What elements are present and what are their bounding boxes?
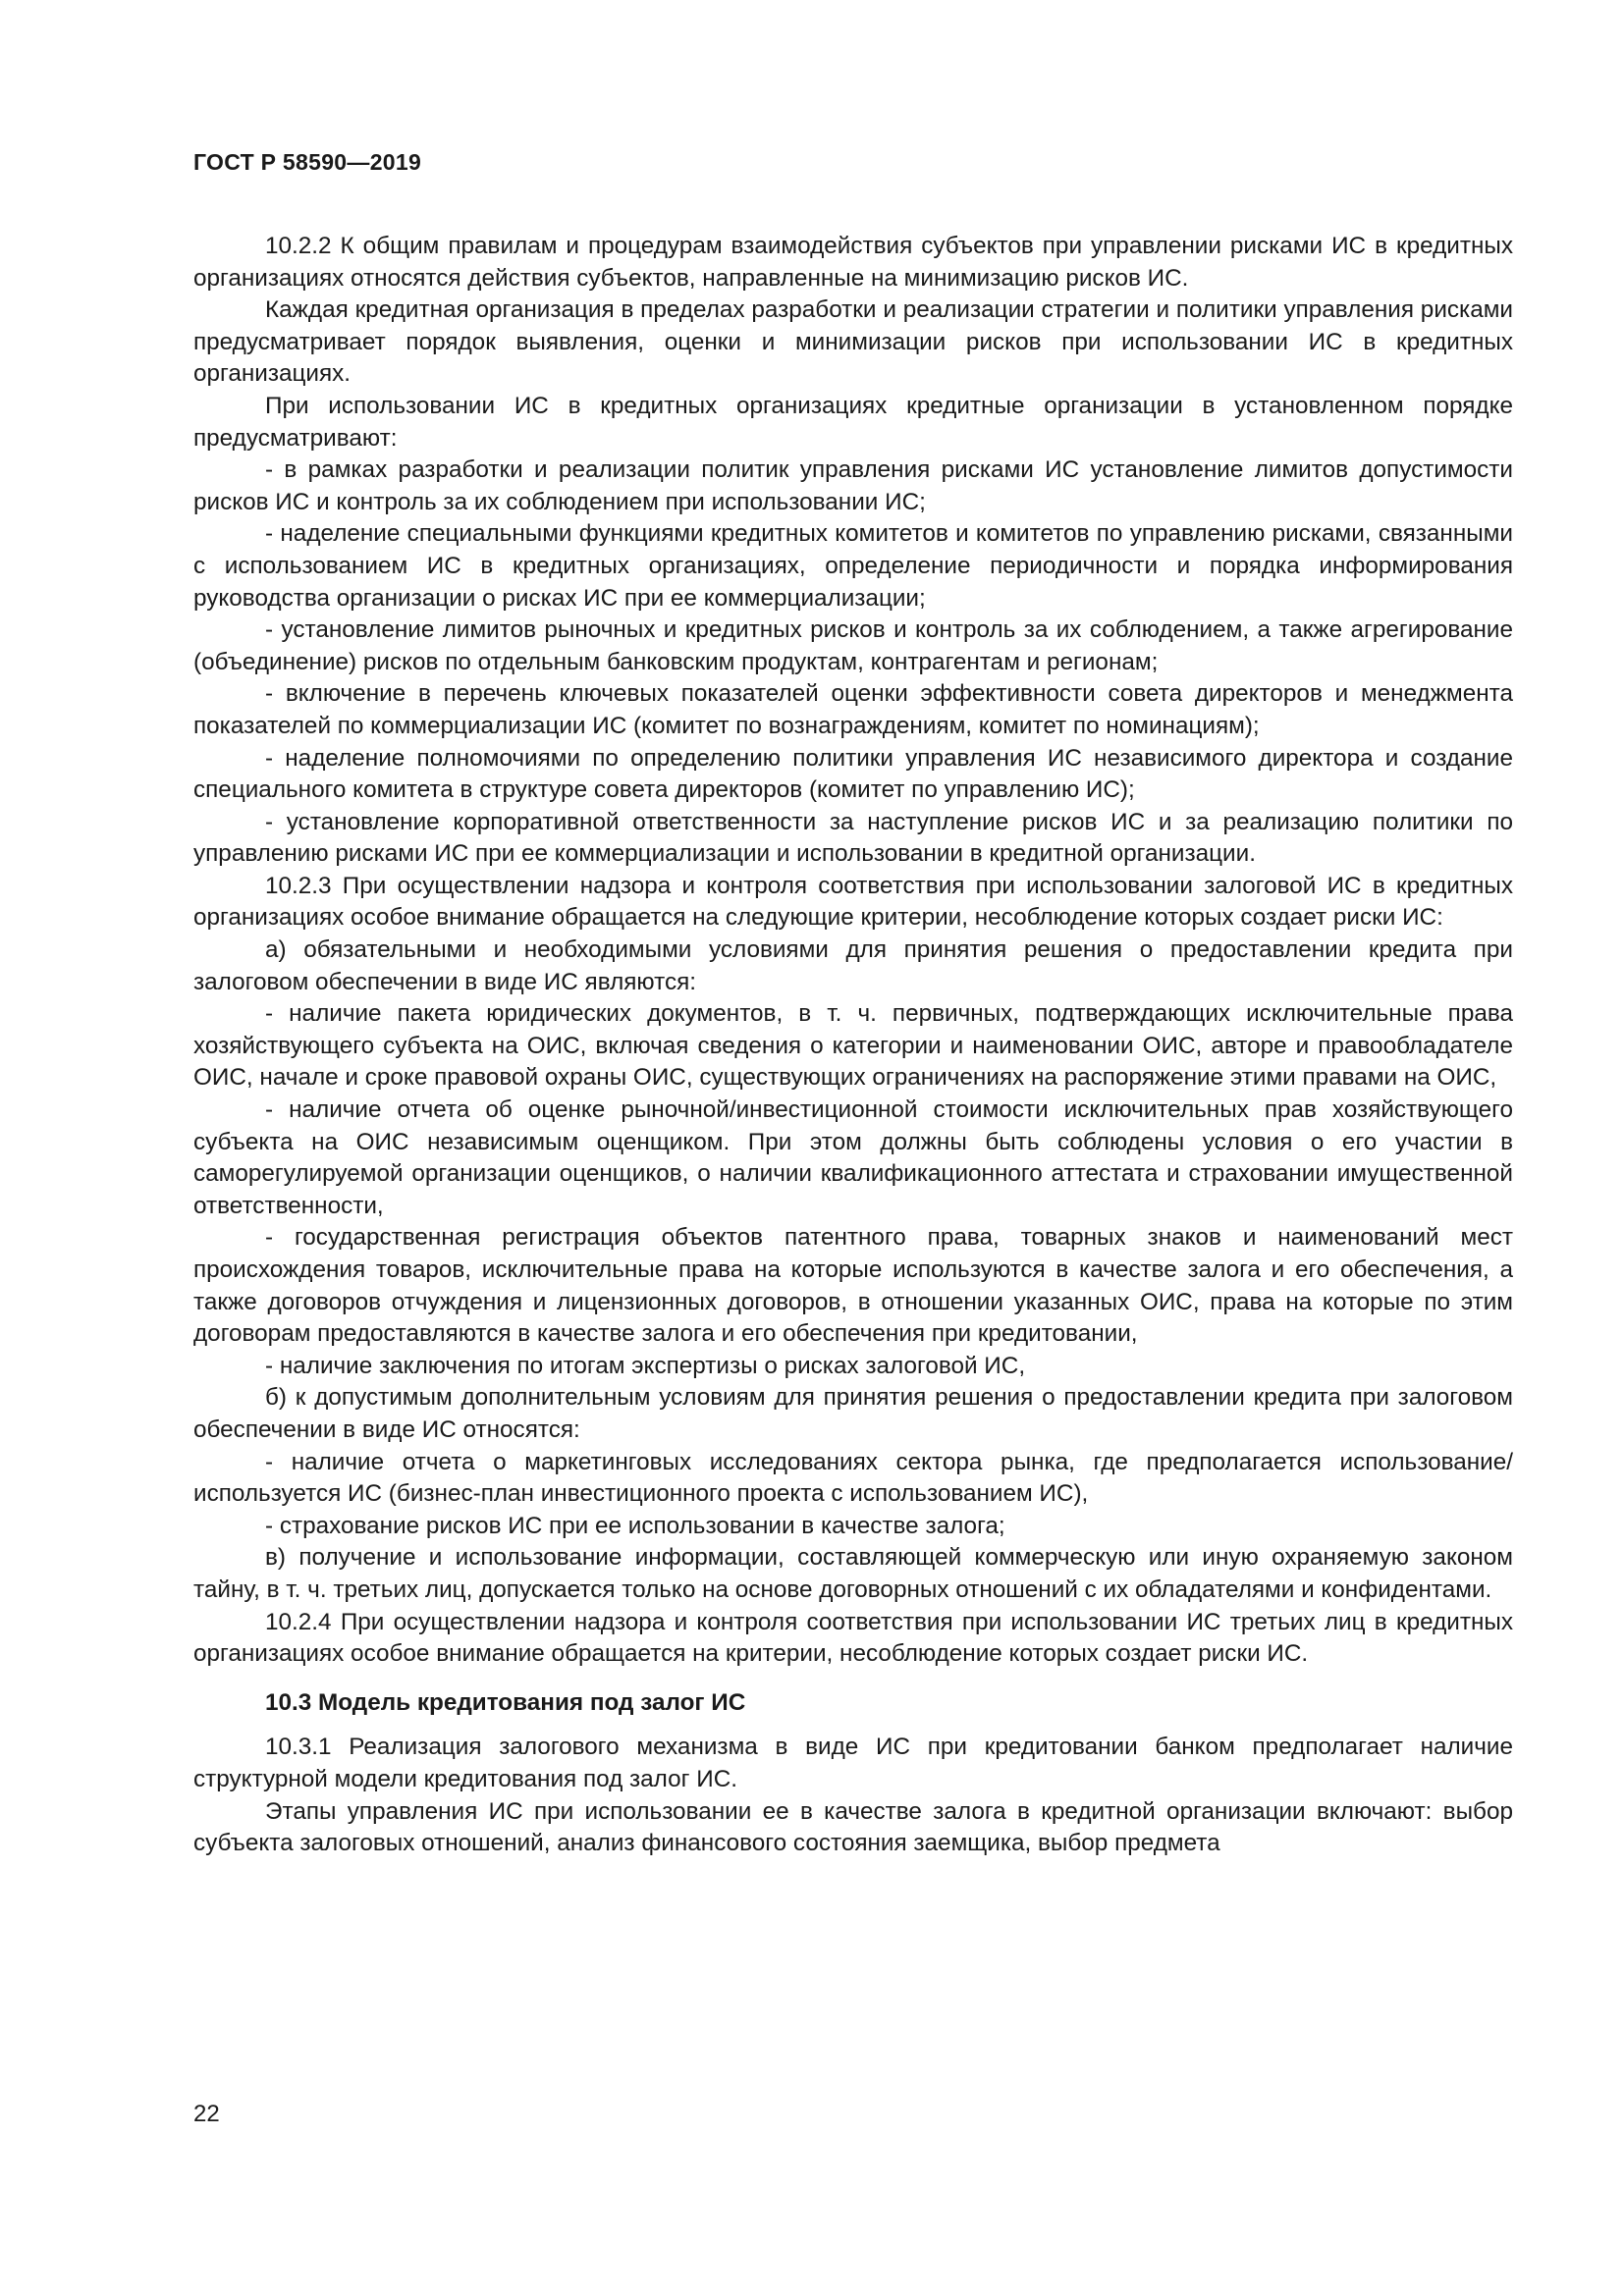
list-item: а) обязательными и необходимыми условиями для принятия решения о предоставлении кредита при залоговом обеспечении в виде ИС являются:: [193, 936, 1513, 995]
list-item: - установление корпоративной ответственности за наступление рисков ИС и за реализацию политики по управлению рисками ИС при ее коммерциализации и использовании в кредитной организации.: [193, 808, 1513, 868]
paragraph: Каждая кредитная организация в пределах разработки и реализации стратегии и политики управления рисками предусматривает порядок выявления, оценки и минимизации рисков при использовании ИС в кредитных организациях.: [193, 296, 1513, 388]
paragraph: Этапы управления ИС при использовании ее в качестве залога в кредитной организации включают: выбор субъекта залоговых отношений, анализ финансового состояния заемщика, выбор предмета: [193, 1797, 1513, 1857]
list-item: - установление лимитов рыночных и кредитных рисков и контроль за их соблюдением, а также агрегирование (объединение) рисков по отдельным банковским продуктам, контрагентам и регионам;: [193, 616, 1513, 675]
list-item: - наличие отчета об оценке рыночной/инвестиционной стоимости исключительных прав хозяйствующего субъекта на ОИС независимым оценщиком. При этом должны быть соблюдены условия о его участии в саморегулируемой организации оценщиков, о наличии квалификационного аттестата и страховании имущественной ответственности,: [193, 1096, 1513, 1219]
standard-code-header: ГОСТ Р 58590—2019: [193, 149, 422, 175]
paragraph: 10.2.4 При осуществлении надзора и контроля соответствия при использовании ИС третьих лиц в кредитных организациях особое внимание обращается на критерии, несоблюдение которых создает риски ИС.: [193, 1608, 1513, 1668]
paragraph: 10.3.1 Реализация залогового механизма в виде ИС при кредитовании банком предполагает наличие структурной модели кредитования под залог ИС.: [193, 1734, 1513, 1792]
list-item: - наличие заключения по итогам экспертизы о рисках залоговой ИС,: [265, 1352, 1026, 1379]
page-number: 22: [193, 2101, 220, 2127]
list-item: - наличие отчета о маркетинговых исследованиях сектора рынка, где предполагается использование/используется ИС (бизнес-план инвестиционного проекта с использованием ИС),: [193, 1448, 1513, 1508]
list-item: - государственная регистрация объектов патентного права, товарных знаков и наименований мест происхождения товаров, исключительные права на которые используются в качестве залога и его обеспечения, а также договоров отчуждения и лицензионных договоров, в отношении указанных ОИС, права на которые по этим договорам предоставляются в качестве залога и его обеспечения при кредитовании,: [193, 1224, 1513, 1348]
list-item: - страхование рисков ИС при ее использовании в качестве залога;: [265, 1512, 1005, 1539]
section-heading: 10.3 Модель кредитования под залог ИС: [265, 1688, 746, 1716]
paragraph: 10.2.3 При осуществлении надзора и контроля соответствия при использовании залоговой ИС в кредитных организациях особое внимание обращается на следующие критерии, несоблюдение которых создает риски ИС:: [193, 872, 1513, 932]
list-item: - наличие пакета юридических документов, в т. ч. первичных, подтверждающих исключительные права хозяйствующего субъекта на ОИС, включая сведения о категории и наименовании ОИС, авторе и правообладателе ОИС, начале и сроке правовой охраны ОИС, существующих ограничениях на распоряжение этими правами на ОИС,: [193, 1000, 1513, 1092]
list-item: - в рамках разработки и реализации политик управления рисками ИС установление лимитов допустимости рисков ИС и контроль за их соблюдением при использовании ИС;: [193, 456, 1513, 515]
list-item: б) к допустимым дополнительным условиям для принятия решения о предоставлении кредита при залоговом обеспечении в виде ИС относятся:: [193, 1384, 1513, 1443]
paragraph: При использовании ИС в кредитных организациях кредитные организации в установленном порядке предусматривают:: [193, 392, 1513, 452]
list-item: - наделение специальными функциями кредитных комитетов и комитетов по управлению рисками, связанными с использованием ИС в кредитных организациях, определение периодичности и порядка информирования руководства организации о рисках ИС при ее коммерциализации;: [193, 520, 1513, 612]
list-item: в) получение и использование информации, составляющей коммерческую или иную охраняемую законом тайну, в т. ч. третьих лиц, допускается только на основе договорных отношений с их обладателями и конфидентами.: [193, 1544, 1513, 1603]
list-item: - включение в перечень ключевых показателей оценки эффективности совета директоров и менеджмента показателей по коммерциализации ИС (комитет по вознаграждениям, комитет по номинациям);: [193, 680, 1513, 739]
list-item: - наделение полномочиями по определению политики управления ИС независимого директора и создание специального комитета в структуре совета директоров (комитет по управлению ИС);: [193, 744, 1513, 804]
body-text: [193, 231, 1513, 1860]
paragraph: 10.2.2 К общим правилам и процедурам взаимодействия субъектов при управлении рисками ИС в кредитных организациях относятся действия субъектов, направленные на минимизацию рисков ИС.: [193, 233, 1513, 292]
